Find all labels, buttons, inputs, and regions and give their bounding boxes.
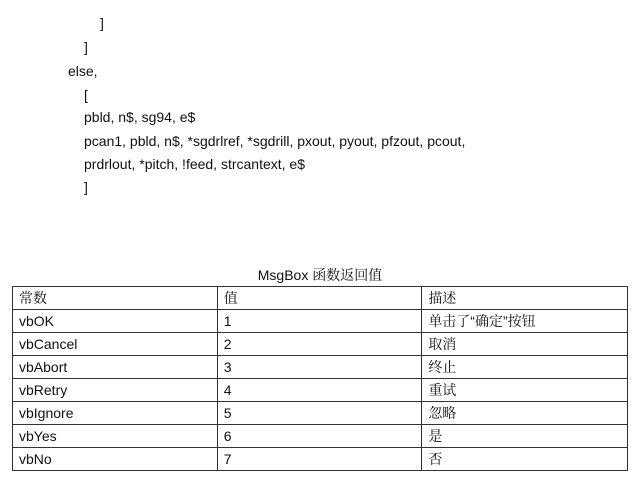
code-line: else, bbox=[68, 63, 98, 79]
table-cell: 1 bbox=[217, 310, 422, 333]
code-line: ] bbox=[84, 179, 88, 195]
table-cell: 7 bbox=[217, 448, 422, 471]
table-caption: MsgBox 函数返回值 bbox=[257, 267, 383, 283]
table-cell: 3 bbox=[217, 356, 422, 379]
table-cell: 取消 bbox=[422, 333, 628, 356]
table-cell: 是 bbox=[422, 425, 628, 448]
code-line: ] bbox=[84, 39, 88, 55]
table-row bbox=[13, 310, 628, 333]
code-line: pcan1, pbld, n$, *sgdrlref, *sgdrill, pxout, pyout, pfzout, pcout, bbox=[84, 133, 466, 149]
table-row bbox=[13, 356, 628, 379]
table-row bbox=[13, 379, 628, 402]
table-cell: 单击了“确定”按钮 bbox=[422, 310, 628, 333]
code-line: [ bbox=[84, 87, 88, 103]
header-cell-description: 描述 bbox=[422, 287, 628, 310]
code-line: pbld, n$, sg94, e$ bbox=[84, 109, 196, 125]
table-cell: 6 bbox=[217, 425, 422, 448]
table-row bbox=[13, 425, 628, 448]
table-cell: 否 bbox=[422, 448, 628, 471]
table-cell: 终止 bbox=[422, 356, 628, 379]
table-cell: vbNo bbox=[13, 448, 218, 471]
table-row bbox=[13, 402, 628, 425]
table-cell: 重试 bbox=[422, 379, 628, 402]
table-cell: vbRetry bbox=[13, 379, 218, 402]
header-cell-value: 值 bbox=[217, 287, 422, 310]
table-cell: 忽略 bbox=[422, 402, 628, 425]
code-line: ] bbox=[100, 15, 104, 31]
header-cell-constant: 常数 bbox=[13, 287, 218, 310]
table-cell: 4 bbox=[217, 379, 422, 402]
table-cell: vbCancel bbox=[13, 333, 218, 356]
table-row bbox=[13, 448, 628, 471]
table-cell: vbYes bbox=[13, 425, 218, 448]
msgbox-return-table bbox=[12, 286, 628, 471]
code-line: prdrlout, *pitch, !feed, strcantext, e$ bbox=[84, 156, 306, 172]
table-row bbox=[13, 333, 628, 356]
table-cell: vbIgnore bbox=[13, 402, 218, 425]
table-cell: 2 bbox=[217, 333, 422, 356]
table-cell: vbOK bbox=[13, 310, 218, 333]
table-cell: vbAbort bbox=[13, 356, 218, 379]
table-cell: 5 bbox=[217, 402, 422, 425]
table-header-row bbox=[13, 287, 628, 310]
